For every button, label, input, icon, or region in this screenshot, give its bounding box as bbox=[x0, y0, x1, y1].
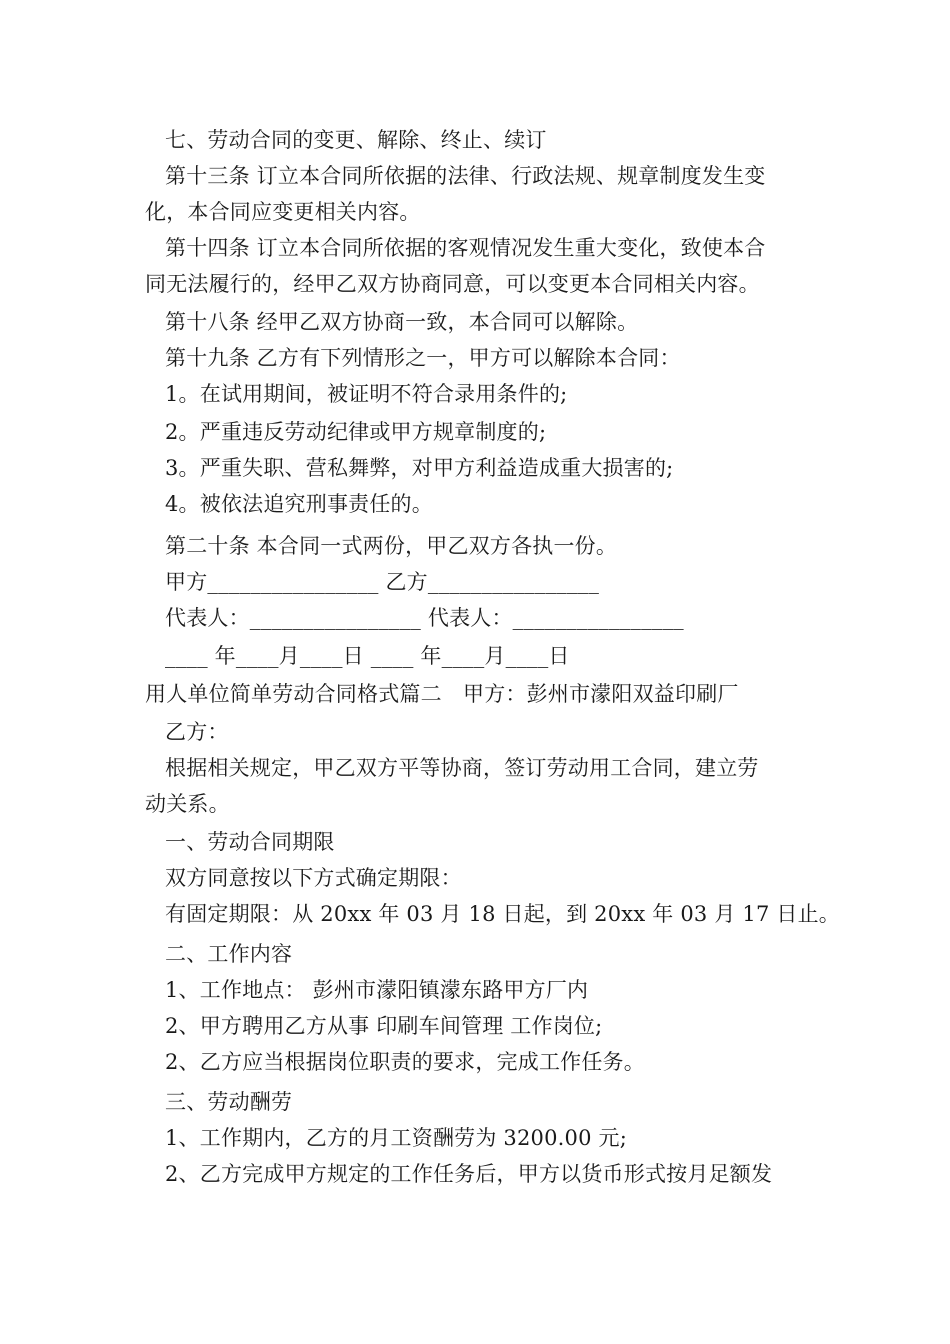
paragraph-line: 第十八条 经甲乙双方协商一致，本合同可以解除。 bbox=[165, 310, 639, 334]
list-item: 1、工作地点： 彭州市濛阳镇濛东路甲方厂内 bbox=[165, 978, 589, 1002]
list-item: 2、甲方聘用乙方从事 印刷车间管理 工作岗位; bbox=[165, 1014, 603, 1038]
paragraph-line: 第十九条 乙方有下列情形之一，甲方可以解除本合同： bbox=[165, 346, 681, 370]
list-item: 3。严重失职、营私舞弊，对甲方利益造成重大损害的; bbox=[165, 456, 674, 480]
paragraph-line: 双方同意按以下方式确定期限： bbox=[165, 866, 462, 890]
list-item: 2。严重违反劳动纪律或甲方规章制度的; bbox=[165, 420, 547, 444]
section-heading: 七、劳动合同的变更、解除、终止、续订 bbox=[165, 128, 547, 152]
paragraph-line: 有固定期限：从 20xx 年 03 月 18 日起，到 20xx 年 03 月 17 日止。 bbox=[165, 902, 841, 926]
paragraph-line: 第二十条 本合同一式两份，甲乙双方各执一份。 bbox=[165, 534, 618, 558]
paragraph-line: 第十三条 订立本合同所依据的法律、行政法规、规章制度发生变 bbox=[165, 164, 766, 188]
paragraph-line: 乙方： bbox=[165, 720, 229, 744]
signature-line: 代表人：________________ 代表人：________________ bbox=[165, 606, 684, 630]
section-heading: 一、劳动合同期限 bbox=[165, 830, 335, 854]
section-heading: 三、劳动酬劳 bbox=[165, 1090, 293, 1114]
list-item: 2、乙方完成甲方规定的工作任务后，甲方以货币形式按月足额发 bbox=[165, 1162, 773, 1186]
date-line: ____ 年____月____日 ____ 年____月____日 bbox=[165, 644, 570, 668]
signature-line: 甲方________________ 乙方________________ bbox=[165, 570, 600, 594]
list-item: 1、工作期内，乙方的月工资酬劳为 3200.00 元; bbox=[165, 1126, 628, 1150]
section-heading: 二、工作内容 bbox=[165, 942, 293, 966]
list-item: 4。被依法追究刑事责任的。 bbox=[165, 492, 433, 516]
paragraph-line: 同无法履行的，经甲乙双方协商同意，可以变更本合同相关内容。 bbox=[145, 272, 760, 296]
list-item: 1。在试用期间，被证明不符合录用条件的; bbox=[165, 382, 568, 406]
paragraph-line: 第十四条 订立本合同所依据的客观情况发生重大变化，致使本合 bbox=[165, 236, 766, 260]
paragraph-line: 根据相关规定，甲乙双方平等协商，签订劳动用工合同，建立劳 bbox=[165, 756, 759, 780]
list-item: 2、乙方应当根据岗位职责的要求，完成工作任务。 bbox=[165, 1050, 645, 1074]
paragraph-line: 化，本合同应变更相关内容。 bbox=[145, 200, 421, 224]
paragraph-line: 动关系。 bbox=[145, 792, 230, 816]
title-line: 用人单位简单劳动合同格式篇二 甲方：彭州市濛阳双益印刷厂 bbox=[145, 682, 739, 706]
